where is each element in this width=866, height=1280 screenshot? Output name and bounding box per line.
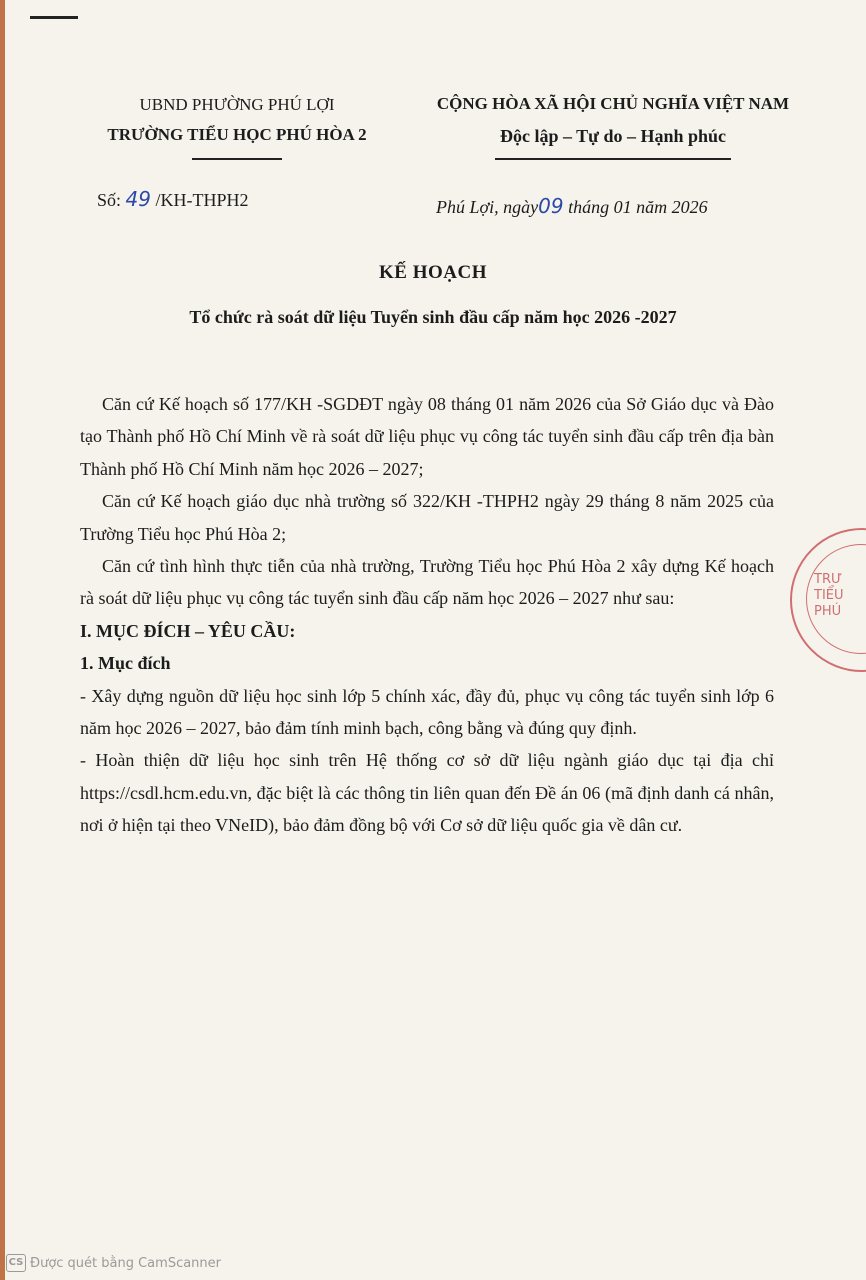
handwritten-number: 49 — [125, 187, 151, 211]
bullet-item: - Xây dựng nguồn dữ liệu học sinh lớp 5 chính xác, đầy đủ, phục vụ công tác tuyển sinh lớp 6 năm học 2026 – 2027, bảo đảm tính minh bạch, công bằng và đúng quy định. — [80, 685, 774, 739]
authority-name: UBND PHƯỜNG PHÚ LỢI — [139, 95, 335, 114]
seal-text: TRƯ TIỂU PHÚ — [814, 572, 844, 619]
section-heading: I. MỤC ĐÍCH – YÊU CẦU: — [80, 620, 296, 641]
paper-edge — [0, 0, 5, 1280]
issuer-block — [92, 90, 382, 160]
paragraph: Căn cứ Kế hoạch giáo dục nhà trường số 322/KH -THPH2 ngày 29 tháng 8 năm 2025 của Trường Tiểu học Phú Hòa 2; — [80, 491, 774, 544]
subsection-heading: 1. Mục đích — [80, 653, 171, 674]
paragraph: Căn cứ Kế hoạch số 177/KH -SGDĐT ngày 08 tháng 01 năm 2026 của Sở Giáo dục và Đào tạo Thành phố Hồ Chí Minh về rà soát dữ liệu phục vụ công tác tuyển sinh đầu cấp trên địa bàn Thành phố Hồ Chí Minh năm học 2026 – 2027; — [80, 394, 774, 479]
document-title: KẾ HOẠCH — [379, 262, 487, 283]
paragraph: Căn cứ tình hình thực tiễn của nhà trường, Trường Tiểu học Phú Hòa 2 xây dựng Kế hoạch rà soát dữ liệu phục vụ công tác tuyển sinh đầu cấp năm học 2026 – 2027 như sau: — [80, 556, 774, 609]
scan-mark — [30, 16, 78, 19]
watermark-text: Được quét bằng CamScanner — [30, 1255, 222, 1271]
nation-name: CỘNG HÒA XÃ HỘI CHỦ NGHĨA VIỆT NAM — [436, 94, 790, 113]
scanner-watermark — [6, 1254, 221, 1272]
national-block — [418, 88, 808, 160]
bullet-item: - Hoàn thiện dữ liệu học sinh trên Hệ thống cơ sở dữ liệu ngành giáo dục tại địa chỉ https://csdl.hcm.edu.vn, đặc biệt là các thông tin liên quan đến Đề án 06 (mã định danh cá nhân, nơi ở hiện tại theo VNeID), bảo đảm đồng bộ với Cơ sở dữ liệu quốc gia về dân cư. — [80, 750, 774, 836]
handwritten-day: 09 — [538, 194, 564, 218]
school-name: TRƯỜNG TIỂU HỌC PHÚ HÒA 2 — [107, 125, 367, 144]
document-date: Phú Lợi, ngày09 tháng 01 năm 2026 — [436, 194, 708, 218]
document-body — [80, 388, 774, 842]
document-subtitle: Tổ chức rà soát dữ liệu Tuyển sinh đầu cấp năm học 2026 -2027 — [189, 307, 677, 327]
camscanner-logo-icon: CS — [6, 1254, 26, 1272]
national-motto: Độc lập – Tự do – Hạnh phúc — [499, 126, 727, 146]
document-number: Số: 49 /KH-THPH2 — [97, 187, 249, 211]
official-seal — [790, 528, 866, 672]
divider — [192, 158, 282, 160]
divider — [495, 158, 731, 160]
